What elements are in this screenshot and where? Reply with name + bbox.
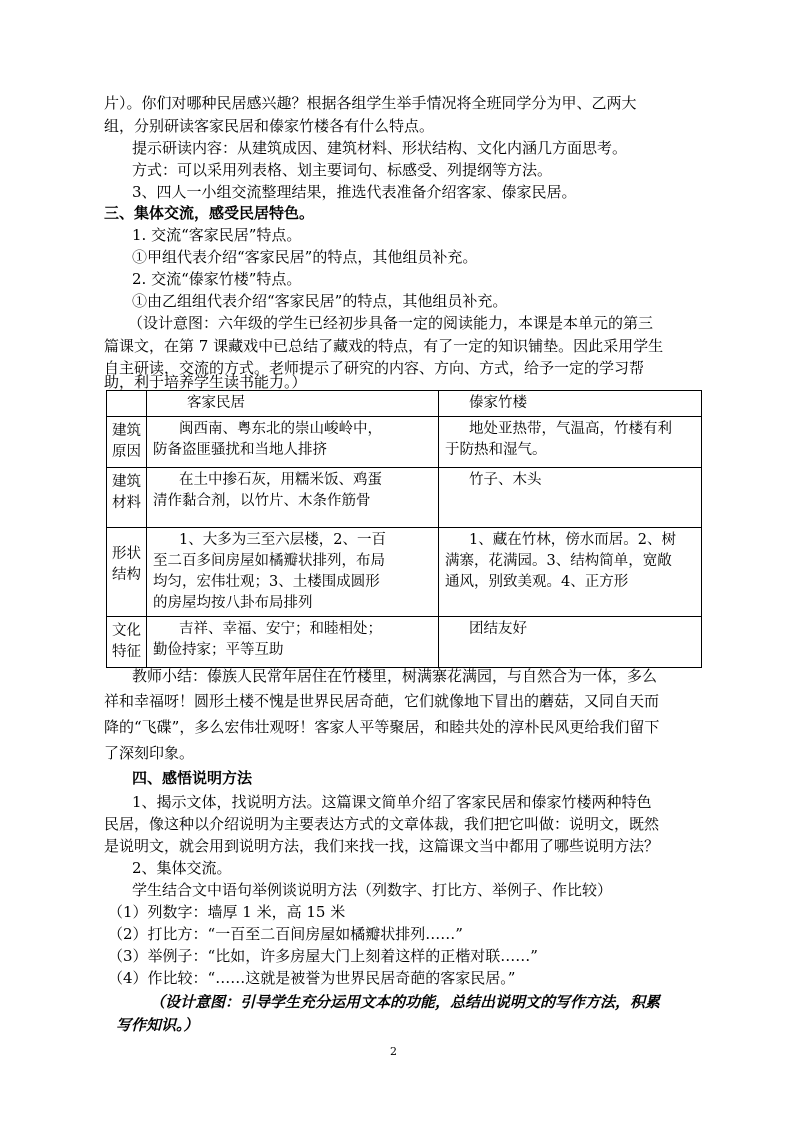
text-line: 2、集体交流。 bbox=[132, 859, 232, 877]
text-line: 教师小结：傣族人民常年居住在竹楼里，树满寨花满园，与自然合为一体，多么 bbox=[132, 667, 658, 685]
table-row bbox=[107, 468, 702, 528]
design-note: 写作知识。） bbox=[116, 1016, 199, 1034]
table-cell: 1、大多为三至六层楼，2、一百 至二百多间房屋如橘瓣状排列，布局 均匀，宏伟壮观；3、土楼围成圆形 的房屋均按八卦布局排列 bbox=[147, 528, 439, 617]
row-label: 建筑 原因 bbox=[107, 417, 147, 468]
table-cell: 竹子、木头 bbox=[439, 468, 702, 528]
table-row bbox=[107, 528, 702, 617]
text-line: （3）举例子：“比如，许多房屋大门上刻着这样的正楷对联……” bbox=[108, 947, 538, 965]
text-line: （2）打比方：“一百至二百间房屋如橘瓣状排列……” bbox=[108, 925, 463, 943]
text-line: 1、揭示文体，找说明方法。这篇课文简单介绍了客家民居和傣家竹楼两种特色 bbox=[132, 793, 652, 811]
text-line: 祥和幸福呀！圆形土楼不愧是世界民居奇葩，它们就像地下冒出的蘑菇，又同自天而 bbox=[104, 692, 660, 710]
text-line: 是说明文，就会用到说明方法，我们来找一找，这篇课文当中都用了哪些说明方法？ bbox=[104, 837, 660, 855]
table-row bbox=[107, 617, 702, 668]
text-line: 学生结合文中语句举例谈说明方法（列数字、打比方、举例子、作比较） bbox=[132, 881, 613, 899]
section-heading: 三、集体交流，感受民居特色。 bbox=[104, 204, 315, 222]
text-line: 片）。你们对哪种民居感兴趣？根据各组学生举手情况将全班同学分为甲、乙两大 bbox=[104, 94, 637, 112]
text-line: （4）作比较：“……这就是被誉为世界民居奇葩的客家民居。” bbox=[108, 969, 516, 987]
table-cell: 吉祥、幸福、安宁；和睦相处； 勤俭持家；平等互助 bbox=[147, 617, 439, 668]
table-header-cell: 傣家竹楼 bbox=[439, 391, 702, 417]
table-cell: 地处亚热带，气温高，竹楼有利 于防热和湿气。 bbox=[439, 417, 702, 468]
text-line: 降的“飞碟”，多么宏伟壮观呀！客家人平等聚居，和睦共处的淳朴民风更给我们留下 bbox=[104, 718, 660, 736]
text-line: 组，分别研读客家民居和傣家竹楼各有什么特点。 bbox=[104, 117, 435, 135]
table-header-row bbox=[107, 391, 702, 417]
table-row bbox=[107, 417, 702, 468]
text-line: （设计意图：六年级的学生已经初步具备一定的阅读能力，本课是本单元的第三 bbox=[128, 314, 654, 332]
text-line: 了深刻印象。 bbox=[104, 744, 195, 762]
row-label: 建筑 材料 bbox=[107, 468, 147, 528]
design-note: （设计意图：引导学生充分运用文本的功能，总结出说明文的写作方法，积累 bbox=[150, 993, 661, 1011]
text-line: 3、四人一小组交流整理结果，推选代表准备介绍客家、傣家民居。 bbox=[132, 183, 577, 201]
text-line: ①甲组代表介绍“客家民居”的特点，其他组员补充。 bbox=[132, 248, 478, 266]
text-line: 自主研读，交流的方式。老师提示了研究的内容、方向、方式，给予一定的学习帮 bbox=[104, 359, 645, 377]
table-header-cell bbox=[107, 391, 147, 417]
text-line: 篇课文，在第 7 课藏戏中已总结了藏戏的特点，有了一定的知识铺垫。因此采用学生 bbox=[104, 337, 664, 355]
text-line: 提示研读内容：从建筑成因、建筑材料、形状结构、文化内涵几方面思考。 bbox=[132, 139, 628, 157]
row-label: 文化 特征 bbox=[107, 617, 147, 668]
comparison-table bbox=[106, 390, 702, 668]
row-label: 形状 结构 bbox=[107, 528, 147, 617]
text-line: 助，利于培养学生读书能力。） bbox=[104, 373, 307, 391]
table-cell: 团结友好 bbox=[439, 617, 702, 668]
text-line: 方式：可以采用列表格、划主要词句、标感受、列提纲等方法。 bbox=[132, 161, 553, 179]
text-line: ①由乙组组代表介绍“客家民居”的特点，其他组员补充。 bbox=[132, 292, 508, 310]
section-heading: 四、感悟说明方法 bbox=[132, 769, 253, 787]
page-number: 2 bbox=[390, 1045, 397, 1058]
table-header-cell: 客家民居 bbox=[147, 391, 439, 417]
table-cell: 1、藏在竹林，傍水而居。2、树 满寨，花满园。3、结构简单，宽敞 通风，别致美观。4、正方形 bbox=[439, 528, 702, 617]
text-line: 民居，像这种以介绍说明为主要表达方式的文章体裁，我们把它叫做：说明文，既然 bbox=[104, 815, 660, 833]
text-line: 2. 交流“傣家竹楼”特点。 bbox=[132, 270, 302, 288]
text-line: 1. 交流“客家民居”特点。 bbox=[132, 226, 302, 244]
table-cell: 闽西南、粤东北的崇山峻岭中， 防备盗匪骚扰和当地人排挤 bbox=[147, 417, 439, 468]
table-cell: 在土中掺石灰，用糯米饭、鸡蛋 清作黏合剂，以竹片、木条作筋骨 bbox=[147, 468, 439, 528]
text-line: （1）列数字：墙厚 1 米，高 15 米 bbox=[108, 903, 346, 921]
